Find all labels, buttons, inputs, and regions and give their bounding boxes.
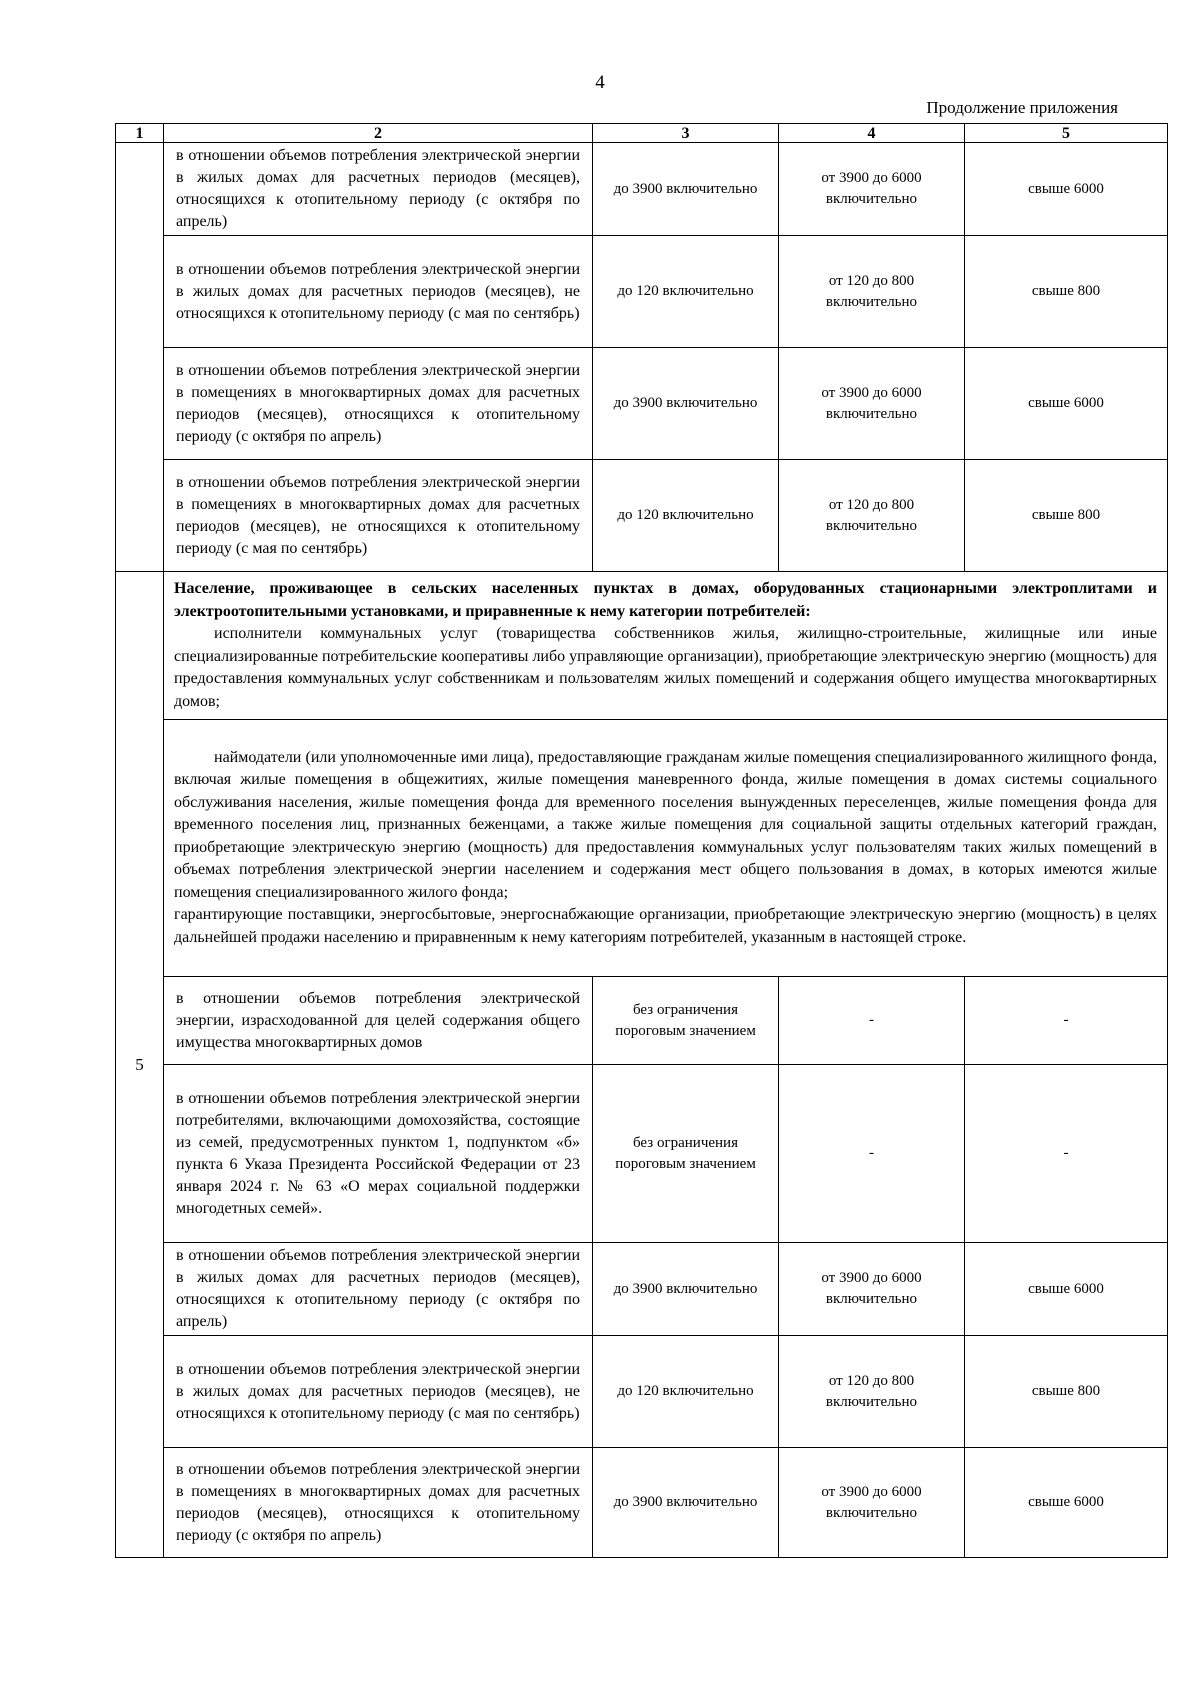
category-paragraph: наймодатели (или уполномоченные ими лица), предоставляющие гражданам жилые помещения специализированного жилищного фонда, включая жилые помещения в общежитиях, жилые помещения маневренного фонда, жилые помещения в домах системы социального обслуживания населения, жилые помещения фонда для временного поселения вынужденных переселенцев, жилые помещения фонда для временного поселения лиц, признанных беженцами, а также жилые помещения для социальной защиты отдельных категорий граждан, приобретающие электрическую энергию (мощность) для предоставления коммунальных услуг пользователям таких жилых помещений в объемах потребления электрической энергии населением и содержания мест общего пользования в домах, в которых имеются жилые помещения специализированного жилого фонда;	[174, 748, 1157, 901]
threshold-range-3: свыше 800	[965, 1336, 1168, 1448]
table-row	[116, 348, 1168, 460]
table-row	[116, 720, 1168, 977]
header-cell: 2	[164, 124, 593, 143]
threshold-range-3: -	[965, 1065, 1168, 1243]
row-description: в отношении объемов потребления электрической энергии потребителями, включающими домохозяйства, состоящие из семей, предусмотренных пунктом 1, подпунктом «б» пункта 6 Указа Президента Российской Федерации от 23 января 2024 г. № 63 «О мерах социальной поддержки многодетных семей».	[164, 1065, 593, 1243]
threshold-range-2: -	[779, 1065, 965, 1243]
category-description	[164, 572, 1168, 720]
table-row	[116, 1243, 1168, 1336]
row-description: в отношении объемов потребления электрической энергии в помещениях в многоквартирных домах для расчетных периодов (месяцев), относящихся к отопительному периоду (с октября по апрель)	[164, 1448, 593, 1558]
threshold-range-3: свыше 6000	[965, 1448, 1168, 1558]
row-description: в отношении объемов потребления электрической энергии, израсходованной для целей содержания общего имущества многоквартирных домов	[164, 977, 593, 1065]
threshold-range-2: от 120 до 800 включительно	[779, 236, 965, 348]
threshold-range-1: до 3900 включительно	[593, 143, 779, 236]
header-cell: 3	[593, 124, 779, 143]
threshold-range-3: свыше 6000	[965, 143, 1168, 236]
threshold-range-2: от 3900 до 6000 включительно	[779, 143, 965, 236]
threshold-range-2: -	[779, 977, 965, 1065]
header-cell: 4	[779, 124, 965, 143]
header-cell: 1	[116, 124, 164, 143]
table-row	[116, 1065, 1168, 1243]
threshold-range-1: до 120 включительно	[593, 460, 779, 572]
threshold-range-3: -	[965, 977, 1168, 1065]
row-description: в отношении объемов потребления электрической энергии в помещениях в многоквартирных домах для расчетных периодов (месяцев), относящихся к отопительному периоду (с октября по апрель)	[164, 348, 593, 460]
threshold-range-1: до 3900 включительно	[593, 348, 779, 460]
threshold-range-2: от 3900 до 6000 включительно	[779, 1243, 965, 1336]
category-paragraph: исполнители коммунальных услуг (товарищества собственников жилья, жилищно-строительные, жилищные или иные специализированные потребительские кооперативы либо управляющие организации), приобретающие электрическую энергию (мощность) для предоставления коммунальных услуг собственникам и пользователям жилых помещений и содержания общего имущества многоквартирных домов;	[174, 625, 1157, 710]
threshold-range-3: свыше 6000	[965, 1243, 1168, 1336]
threshold-range-1: до 120 включительно	[593, 1336, 779, 1448]
threshold-range-1: без ограничения пороговым значением	[593, 1065, 779, 1243]
row-description: в отношении объемов потребления электрической энергии в жилых домах для расчетных периодов (месяцев), относящихся к отопительному периоду (с октября по апрель)	[164, 143, 593, 236]
page-number: 4	[595, 72, 605, 93]
table-header-row	[116, 124, 1168, 143]
threshold-range-3: свыше 800	[965, 460, 1168, 572]
threshold-range-3: свыше 6000	[965, 348, 1168, 460]
row-description: в отношении объемов потребления электрической энергии в жилых домах для расчетных периодов (месяцев), не относящихся к отопительному периоду (с мая по сентябрь)	[164, 236, 593, 348]
threshold-range-2: от 3900 до 6000 включительно	[779, 1448, 965, 1558]
header-cell: 5	[965, 124, 1168, 143]
table-row	[116, 143, 1168, 236]
table-row	[116, 460, 1168, 572]
table-row	[116, 236, 1168, 348]
table-row	[116, 977, 1168, 1065]
table-row	[116, 1336, 1168, 1448]
threshold-range-2: от 3900 до 6000 включительно	[779, 348, 965, 460]
row-description: в отношении объемов потребления электрической энергии в помещениях в многоквартирных домах для расчетных периодов (месяцев), не относящихся к отопительному периоду (с мая по сентябрь)	[164, 460, 593, 572]
category-description	[164, 720, 1168, 977]
threshold-range-2: от 120 до 800 включительно	[779, 460, 965, 572]
threshold-range-3: свыше 800	[965, 236, 1168, 348]
threshold-range-1: без ограничения пороговым значением	[593, 977, 779, 1065]
table-row	[116, 1448, 1168, 1558]
threshold-range-1: до 3900 включительно	[593, 1448, 779, 1558]
threshold-range-1: до 3900 включительно	[593, 1243, 779, 1336]
table-row	[116, 572, 1168, 720]
category-paragraph: гарантирующие поставщики, энергосбытовые, энергоснабжающие организации, приобретающие электрическую энергию (мощность) в целях дальнейшей продажи населению и приравненным к нему категориям потребителей, указанным в настоящей строке.	[174, 906, 1157, 946]
continuation-label: Продолжение приложения	[926, 98, 1118, 117]
category-heading: Население, проживающее в сельских населенных пунктах в домах, оборудованных стационарными электроплитами и электроотопительными установками, и приравненные к нему категории потребителей:	[174, 580, 1157, 620]
tariff-table	[115, 123, 1168, 1558]
number-cell	[116, 143, 164, 572]
row-description: в отношении объемов потребления электрической энергии в жилых домах для расчетных периодов (месяцев), относящихся к отопительному периоду (с октября по апрель)	[164, 1243, 593, 1336]
row-description: в отношении объемов потребления электрической энергии в жилых домах для расчетных периодов (месяцев), не относящихся к отопительному периоду (с мая по сентябрь)	[164, 1336, 593, 1448]
threshold-range-1: до 120 включительно	[593, 236, 779, 348]
threshold-range-2: от 120 до 800 включительно	[779, 1336, 965, 1448]
row-number: 5	[116, 572, 164, 1558]
